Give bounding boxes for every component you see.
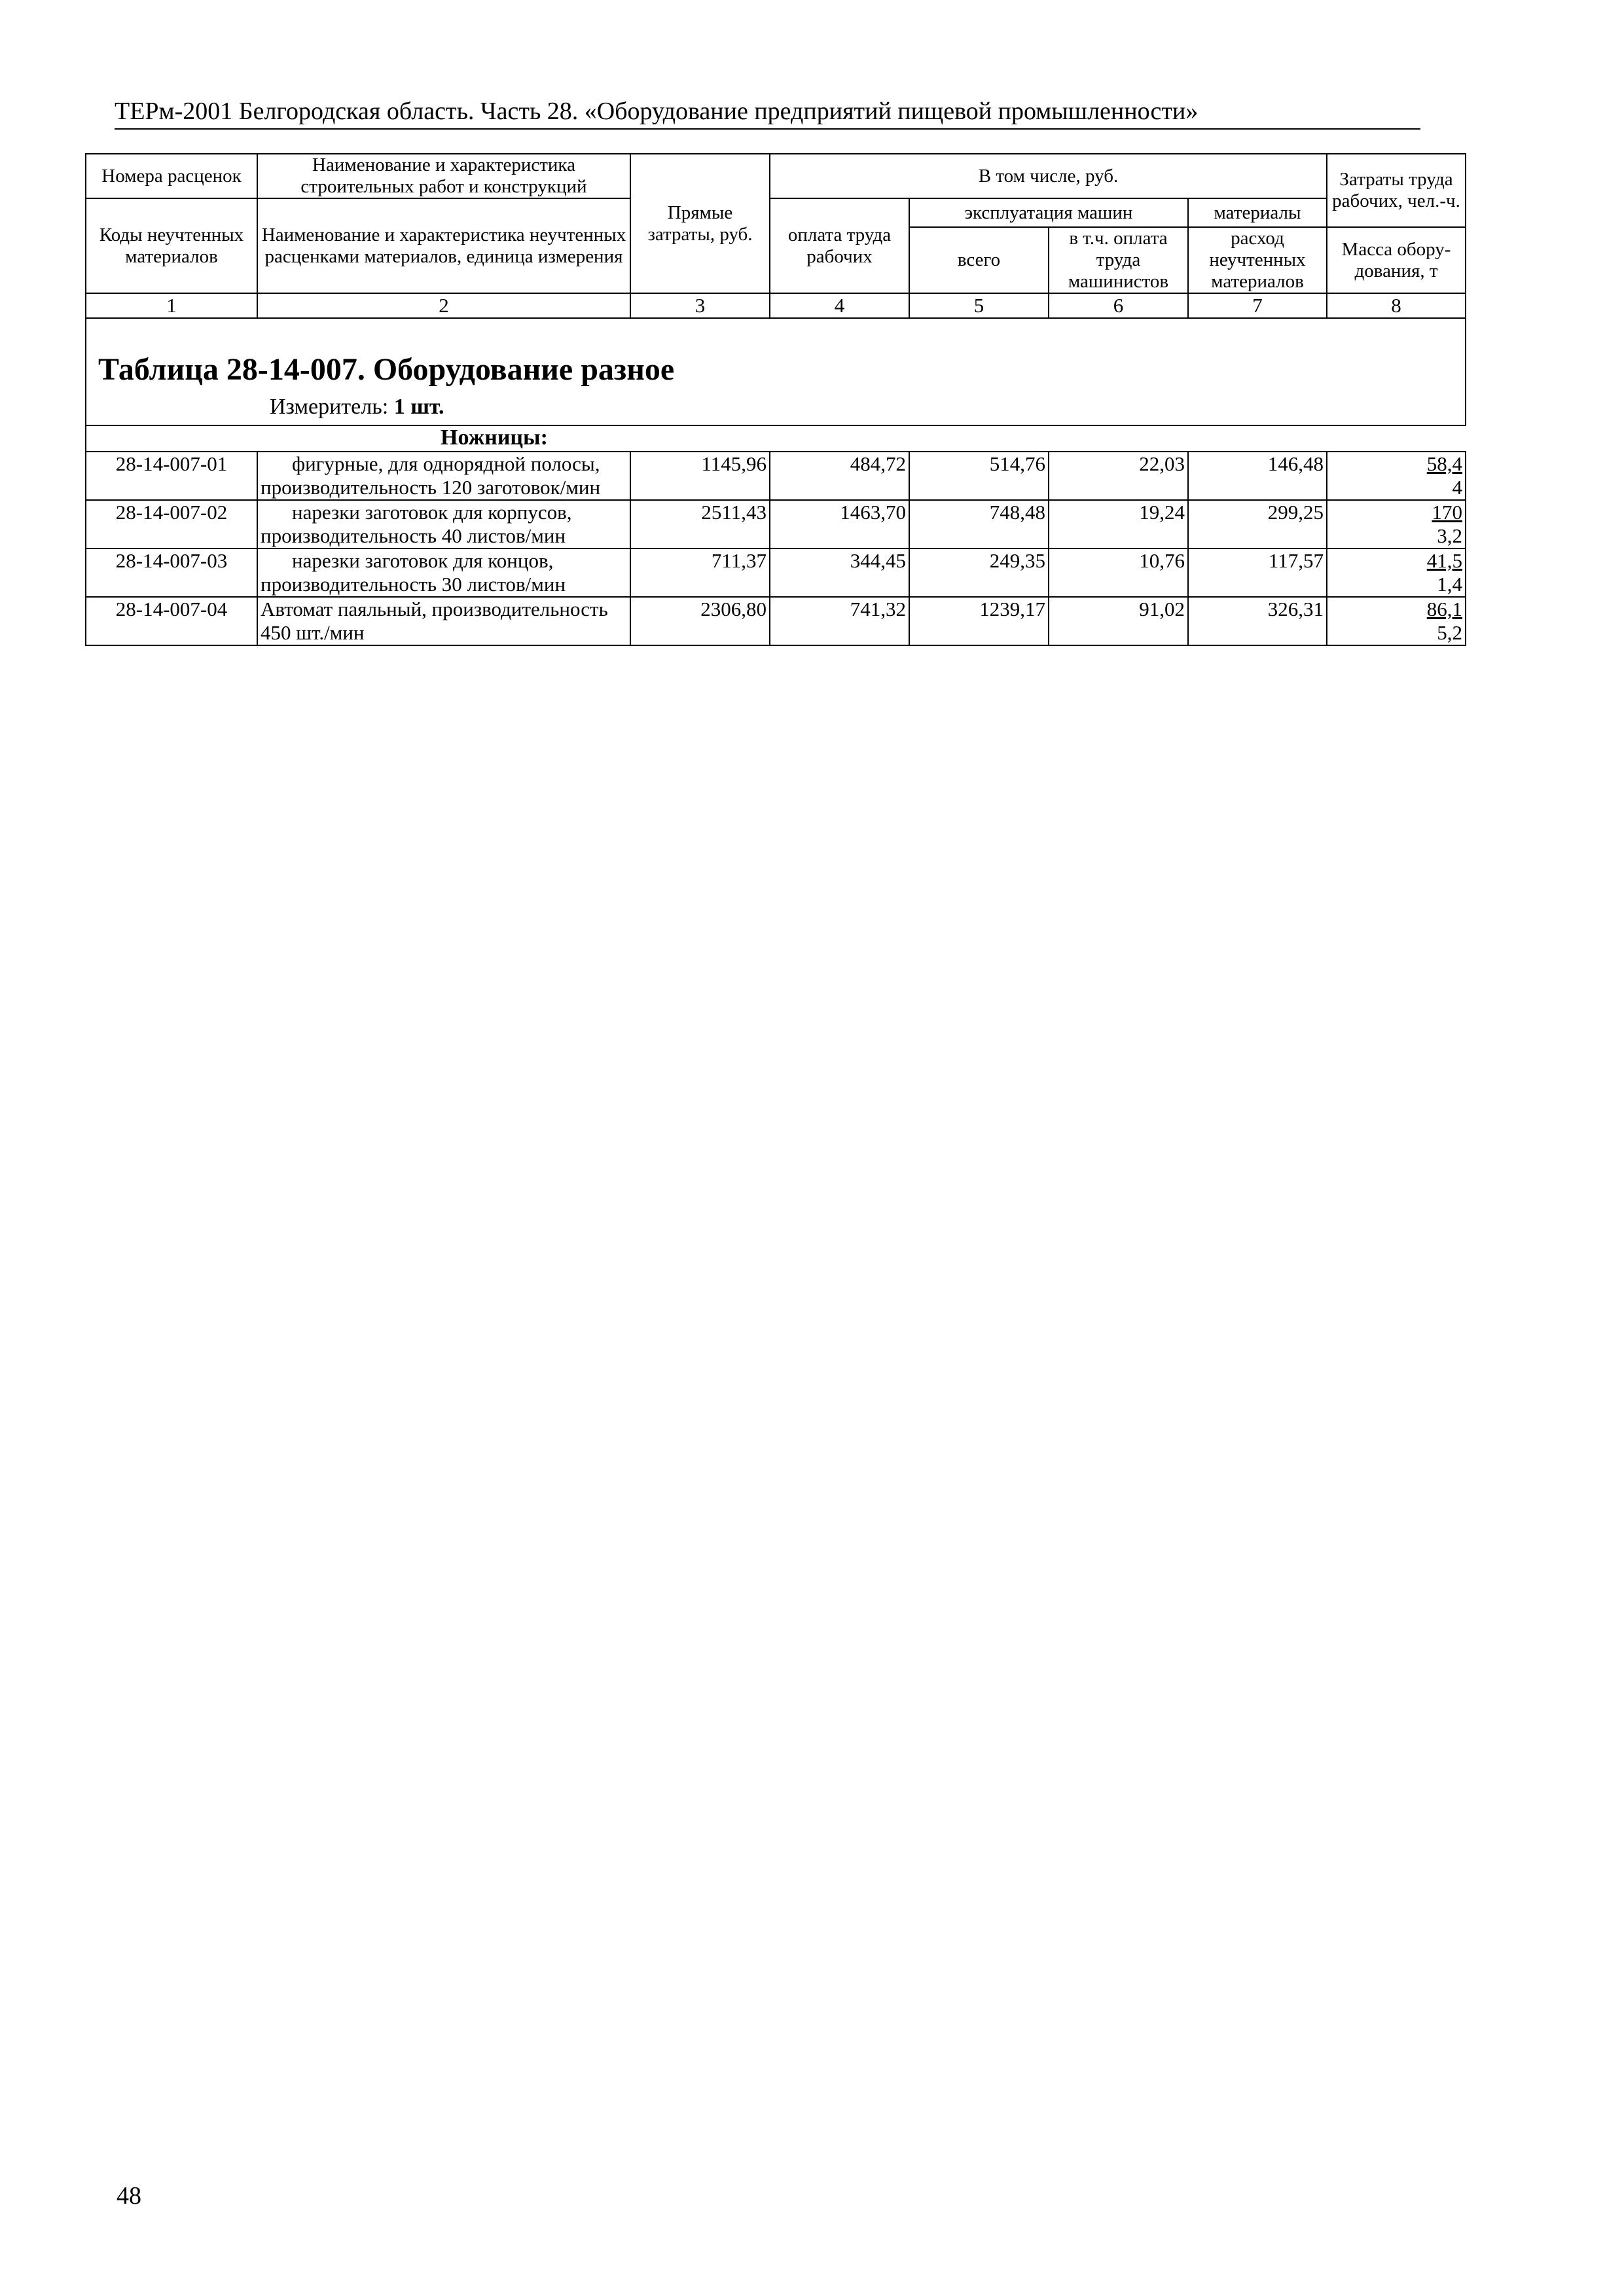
header-materials: материалы [1188, 198, 1327, 227]
equipment-mass: 4 [1452, 476, 1462, 499]
machinists-cost: 19,24 [1049, 500, 1188, 548]
header-c7: расход неучтенных материалов [1188, 227, 1327, 293]
col-number: 7 [1188, 293, 1327, 318]
measure-value: 1 шт. [393, 395, 444, 419]
col-number: 1 [86, 293, 257, 318]
equipment-mass: 1,4 [1437, 573, 1462, 596]
rate-code: 28-14-007-02 [86, 500, 257, 548]
measure-label: Измеритель: [270, 395, 389, 419]
machines-total: 249,35 [909, 548, 1049, 597]
machinists-cost: 10,76 [1049, 548, 1188, 597]
labor-hours-mass [1327, 548, 1466, 597]
materials-cost: 146,48 [1188, 452, 1327, 500]
rate-name: фигурные, для однорядной полосы, производительность 120 заготовок/мин [257, 452, 630, 500]
table-row [86, 500, 1466, 548]
table-row [86, 452, 1466, 500]
machines-total: 1239,17 [909, 597, 1049, 645]
rate-name: нарезки заготовок для корпусов, производительность 40 листов/мин [257, 500, 630, 548]
header-c1-bottom: Коды неучтенных материалов [86, 198, 257, 293]
direct-costs: 711,37 [630, 548, 770, 597]
direct-costs: 2511,43 [630, 500, 770, 548]
table-title: Таблица 28-14-007. Оборудование разное [98, 352, 675, 387]
header-machines: эксплуатация машин [909, 198, 1188, 227]
machinists-cost: 22,03 [1049, 452, 1188, 500]
rate-code: 28-14-007-01 [86, 452, 257, 500]
machines-total: 748,48 [909, 500, 1049, 548]
labor-hours: 41,5 [1426, 549, 1462, 572]
col-number: 4 [770, 293, 909, 318]
header-c8-top: Затраты труда рабочих, чел.-ч. [1327, 154, 1466, 227]
table-row [86, 548, 1466, 597]
labor-hours: 170 [1432, 501, 1462, 524]
equipment-mass: 3,2 [1437, 524, 1462, 547]
header-c5: всего [909, 227, 1049, 293]
direct-costs: 1145,96 [630, 452, 770, 500]
header-c3: Прямые затраты, руб. [630, 154, 770, 293]
header-c2-top: Наименование и характеристика строительных работ и конструкций [257, 154, 630, 198]
direct-costs: 2306,80 [630, 597, 770, 645]
header-c2-bottom: Наименование и характеристика неучтенных расценками материалов, единица измерения [257, 198, 630, 293]
labor-hours-mass [1327, 452, 1466, 500]
col-number: 2 [257, 293, 630, 318]
labor-cost: 344,45 [770, 548, 909, 597]
header-c4: оплата труда рабочих [770, 198, 909, 293]
labor-hours-mass [1327, 500, 1466, 548]
labor-cost: 1463,70 [770, 500, 909, 548]
rate-code: 28-14-007-03 [86, 548, 257, 597]
labor-hours-mass [1327, 597, 1466, 645]
header-c8-bottom: Масса обору- дования, т [1327, 227, 1466, 293]
group-title: Ножницы: [257, 425, 1466, 452]
labor-hours: 86,1 [1426, 598, 1462, 620]
labor-hours: 58,4 [1426, 452, 1462, 475]
header-c1-top: Номера расценок [86, 154, 257, 198]
rate-name: Автомат паяльный, производительность 450 шт./мин [257, 597, 630, 645]
measure-line [86, 389, 1465, 425]
machines-total: 514,76 [909, 452, 1049, 500]
equipment-mass: 5,2 [1437, 621, 1462, 644]
labor-cost: 741,32 [770, 597, 909, 645]
machinists-cost: 91,02 [1049, 597, 1188, 645]
materials-cost: 299,25 [1188, 500, 1327, 548]
table-row [86, 597, 1466, 645]
col-number: 6 [1049, 293, 1188, 318]
rates-table [85, 153, 1466, 646]
col-number: 5 [909, 293, 1049, 318]
running-header: ТЕРм-2001 Белгородская область. Часть 28. «Оборудование предприятий пищевой промышленности» [115, 96, 1420, 130]
col-number: 8 [1327, 293, 1466, 318]
materials-cost: 326,31 [1188, 597, 1327, 645]
materials-cost: 117,57 [1188, 548, 1327, 597]
col-number: 3 [630, 293, 770, 318]
rate-name: нарезки заготовок для концов, производительность 30 листов/мин [257, 548, 630, 597]
page-number: 48 [117, 2182, 141, 2210]
header-group: В том числе, руб. [770, 154, 1327, 198]
header-c6: в т.ч. оплата труда машинистов [1049, 227, 1188, 293]
labor-cost: 484,72 [770, 452, 909, 500]
rate-code: 28-14-007-04 [86, 597, 257, 645]
